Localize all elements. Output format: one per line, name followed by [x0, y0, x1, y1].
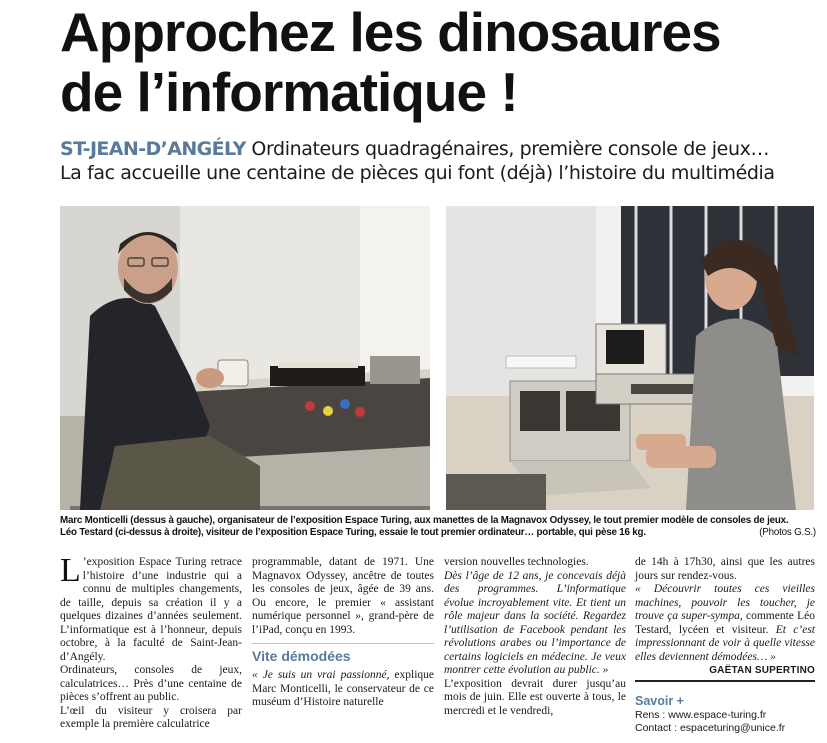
col4-paragraph-1: de 14h à 17h30, ainsi que les autres jours sur rendez-vous. [635, 556, 815, 582]
byline: GAËTAN SUPERTINO [635, 665, 815, 682]
col3-paragraph-1: version nouvelles technologies. [444, 556, 589, 568]
savoir-plus-title: Savoir + [635, 694, 684, 708]
savoir-website: Rens : www.espace-turing.fr [635, 709, 767, 721]
headline [60, 2, 820, 122]
standfirst-line-1: Ordinateurs quadragénaires, première console de jeux… [251, 138, 770, 160]
col2-paragraph-1: programmable, datant de 1971. Une Magnavox Odyssey, ancêtre de toutes les consoles de jeux, âgée de 39 ans. Ou encore, le premier « assistant numérique personnel », grand-père de l’iPad, conçu en 1993. [252, 556, 434, 636]
headline-line-1: Approchez les dinosaures [60, 1, 721, 63]
article-column-1 [60, 552, 242, 732]
article-column-2 [252, 556, 434, 710]
photo-right [446, 206, 814, 510]
col3-paragraph-3: L’exposition devrait durer jusqu’au mois de juin. Elle est ouverte à tous, le mercredi et le vendredi, [444, 677, 626, 717]
photo-caption [60, 515, 816, 539]
subhead: Vite démodées [252, 643, 434, 664]
col1-paragraph-3: L’œil du visiteur y croisera par exemple la première calculatrice [60, 704, 242, 730]
headline-line-2: de l’informatique ! [60, 61, 518, 123]
caption-line-1: Marc Monticelli (dessus à gauche), organisateur de l’exposition Espace Turing, aux manettes de la Magnavox Odyssey, le tout premier modèle de consoles de jeux. [60, 515, 789, 526]
col2-paragraph-2: explique Marc Monticelli, le conservateur de ce muséum d’Histoire naturelle [252, 669, 434, 708]
col1-paragraph-1: ’exposition Espace Turing retrace l’histoire d’une industrie qui a connu de multiples changements, de taille, depuis sa création il y a quelques dizaines d’années seulement. L’informatique est à l’honneur, depuis octobre, à la faculté de Saint-Jean-d’Angély. [60, 556, 242, 663]
col4-attribution: commente Léo Testard, lycéen et visiteur. [635, 610, 815, 636]
col4-quote-a: « Découvrir toutes ces vieilles machines, pouvoir les toucher, je trouve ça super-sympa, [635, 583, 815, 622]
location-kicker: ST-JEAN-D’ANGÉLY [60, 138, 246, 160]
photo-left-image [60, 206, 430, 510]
col3-quote: Dès l’âge de 12 ans, je concevais déjà des programmes. L’informatique évolue incroyablement vite. Et tient un rôle majeur dans la société. Regardez l’utilisation de Facebook pendant les révolutions arabes ou l’importance de certains logiciels en médecine. Je veux montrer cette évolution au public. » [444, 569, 626, 676]
drop-cap: L [60, 552, 81, 589]
article-column-4 [635, 556, 815, 735]
article-column-3 [444, 556, 626, 718]
col1-paragraph-2: Ordinateurs, consoles de jeux, calculatrices… Près d’une centaine de pièces s’offrent au public. [60, 664, 242, 703]
caption-line-2: Léo Testard (ci-dessus à droite), visiteur de l’exposition Espace Turing, essaie le tout premier ordinateur… portable, qui pèse 16 kg. [60, 527, 646, 538]
quote-opening: « Je suis un vrai passionné, [252, 669, 390, 681]
standfirst-line-2: La fac accueille une centaine de pièces qui font (déjà) l’histoire du multimédia [60, 162, 775, 184]
photo-credit: (Photos G.S.) [759, 527, 816, 538]
photo-left [60, 206, 430, 510]
col4-quote-b: Et c’est impressionnant de voir à quelle vitesse elles deviennent démodées… » [635, 623, 816, 663]
savoir-contact: Contact : espaceturing@unice.fr [635, 722, 786, 734]
photo-right-image [446, 206, 814, 510]
standfirst [60, 137, 825, 185]
